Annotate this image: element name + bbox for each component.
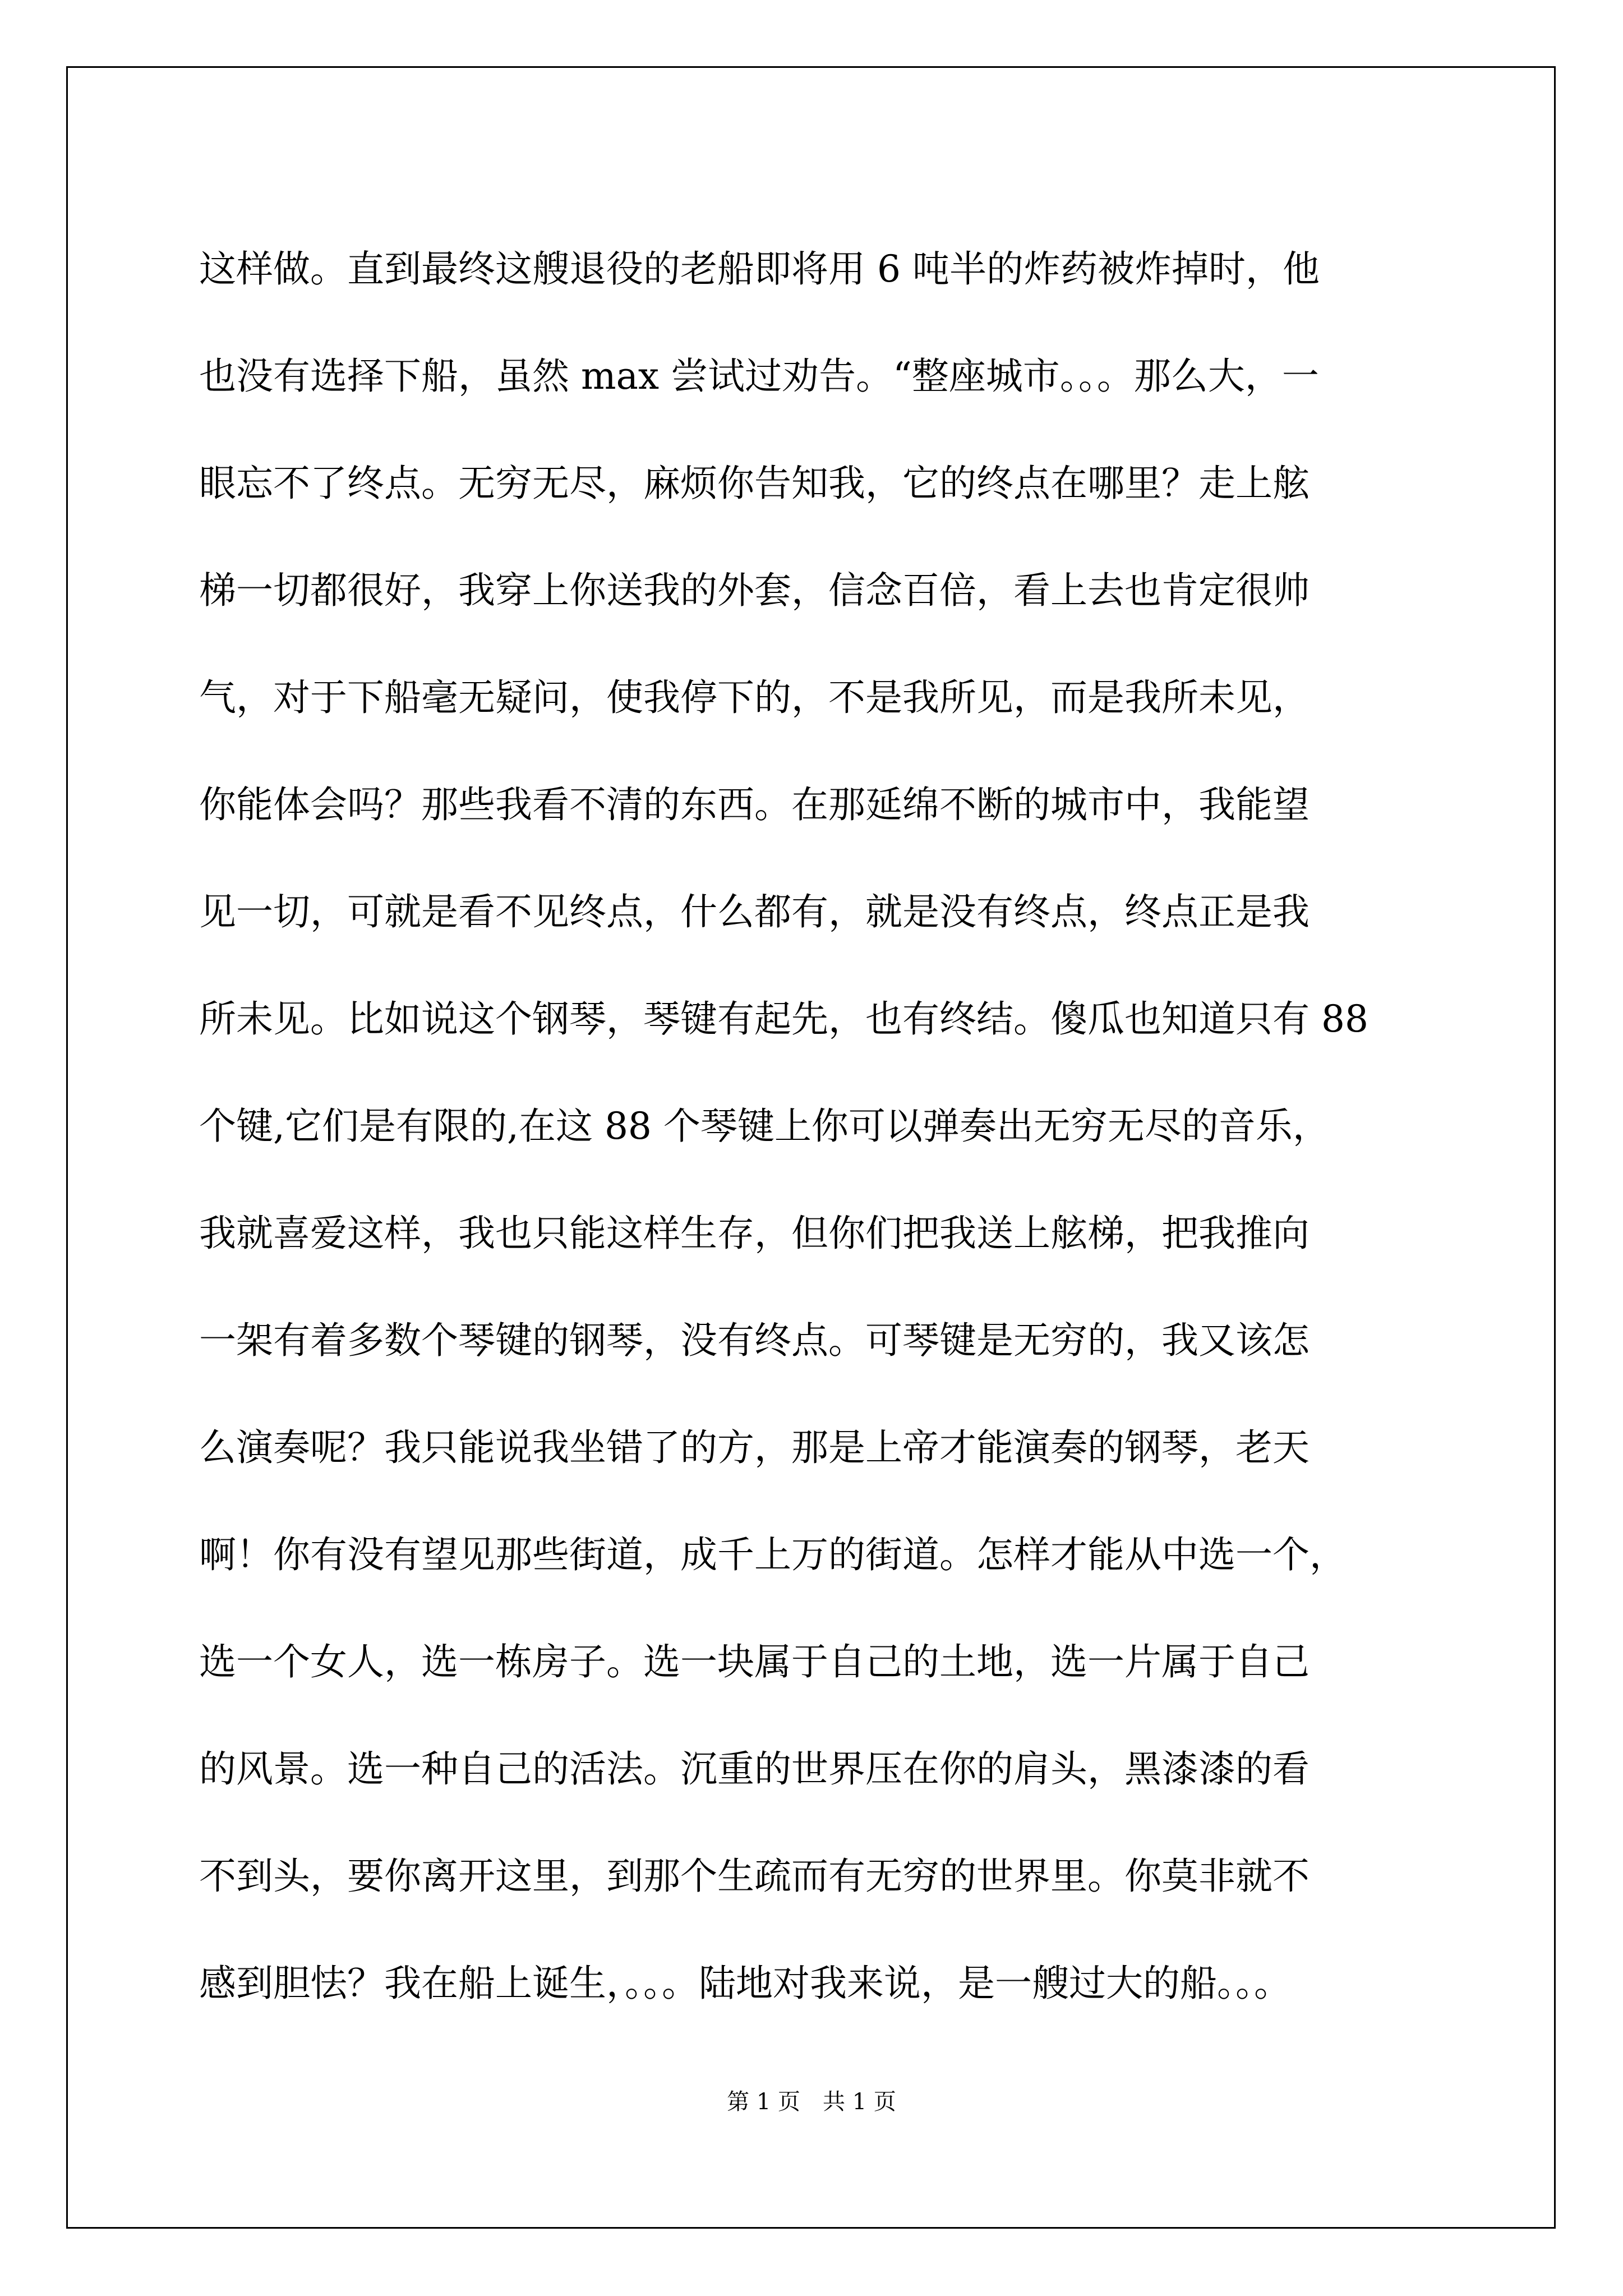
page-footer <box>0 2084 1623 2116</box>
text-line-8: 所未见。比如说这个钢琴，琴键有起先，也有终结。傻瓜也知道只有 88 <box>199 997 1368 1041</box>
text-line-15: 的风景。选一种自己的活法。沉重的世界压在你的肩头，黑漆漆的看 <box>199 1747 1310 1791</box>
text-line-5: 气，对于下船毫无疑问，使我停下的，不是我所见，而是我所未见， <box>199 676 1310 719</box>
text-line-4: 梯一切都很好，我穿上你送我的外套，信念百倍，看上去也肯定很帅 <box>199 569 1310 612</box>
text-line-6: 你能体会吗？那些我看不清的东西。在那延绵不断的城市中，我能望 <box>199 783 1310 826</box>
document-body <box>199 215 1427 2037</box>
text-line-14: 选一个女人，选一栋房子。选一块属于自己的土地，选一片属于自己 <box>199 1640 1310 1683</box>
page-number: 第 1 页 <box>727 2089 800 2115</box>
text-line-17: 感到胆怯？我在船上诞生，。。。陆地对我来说，是一艘过大的船。。。 <box>199 1962 1291 2005</box>
text-line-9: 个键,它们是有限的,在这 88 个琴键上你可以弹奏出无穷无尽的音乐， <box>199 1105 1330 1148</box>
text-line-12: 么演奏呢？我只能说我坐错了的方，那是上帝才能演奏的钢琴，老天 <box>199 1426 1310 1469</box>
text-line-3: 眼忘不了终点。无穷无尽，麻烦你告知我，它的终点在哪里？走上舷 <box>199 462 1310 505</box>
text-line-16: 不到头，要你离开这里，到那个生疏而有无穷的世界里。你莫非就不 <box>199 1855 1310 1898</box>
text-line-7: 见一切，可就是看不见终点，什么都有，就是没有终点，终点正是我 <box>199 890 1310 933</box>
text-line-13: 啊！你有没有望见那些街道，成千上万的街道。怎样才能从中选一个， <box>199 1533 1347 1576</box>
text-line-2: 也没有选择下船，虽然 max 尝试过劝告。“整座城市。。。那么大，一 <box>199 355 1319 398</box>
text-line-11: 一架有着多数个琴键的钢琴，没有终点。可琴键是无穷的，我又该怎 <box>199 1319 1310 1362</box>
page-total: 共 1 页 <box>823 2089 896 2115</box>
text-line-10: 我就喜爱这样，我也只能这样生存，但你们把我送上舷梯，把我推向 <box>199 1212 1310 1255</box>
text-line-1: 这样做。直到最终这艘退役的老船即将用 6 吨半的炸药被炸掉时，他 <box>199 247 1320 291</box>
